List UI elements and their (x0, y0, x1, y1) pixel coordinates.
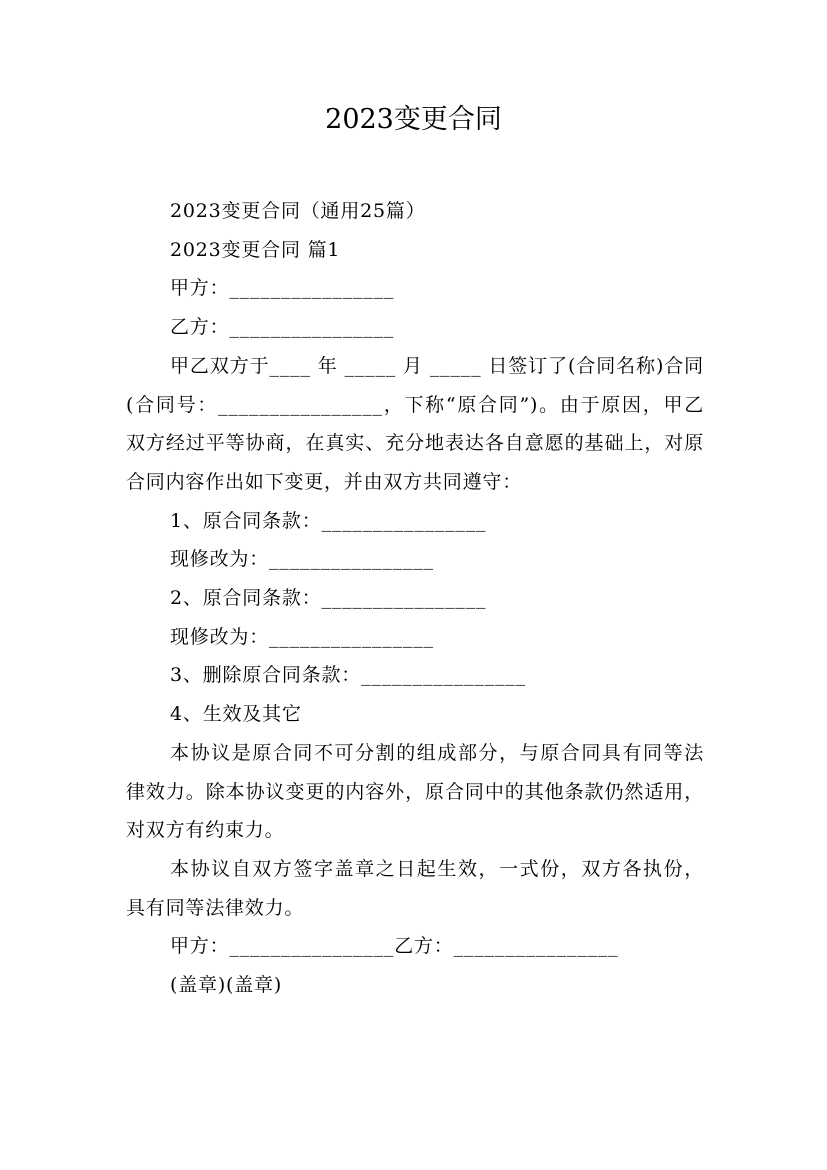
clause-2-original: 2、原合同条款：________________ (170, 587, 487, 610)
clause-3-delete: 3、删除原合同条款：________________ (170, 664, 526, 687)
section-heading: 2023变更合同 篇1 (170, 238, 341, 261)
subtitle-paragraph: 2023变更合同（通用25篇） (170, 200, 426, 222)
clause-2-revised: 现修改为：________________ (170, 625, 434, 648)
signature-line: 甲方：________________乙方：________________ (170, 935, 619, 958)
seal-line: (盖章)(盖章) (170, 974, 283, 997)
clause-1-original: 1、原合同条款：________________ (170, 509, 487, 532)
effect-paragraph-1: 本协议是原合同不可分割的组成部分，与原合同具有同等法律效力。除本协议变更的内容外，原合同中的其他条款仍然适用，对双方有约束力。 (126, 741, 704, 842)
clause-1-revised: 现修改为：________________ (170, 548, 434, 571)
document-body (126, 192, 704, 1005)
intro-paragraph: 甲乙双方于____ 年 _____ 月 _____ 日签订了(合同名称)合同(合同号：________________，下称“原合同”)。由于原因，甲乙双方经过平等协商，在真实、充分地表达各自意愿的基础上，对原合同内容作出如下变更，并由双方共同遵守： (126, 354, 704, 493)
effect-paragraph-2: 本协议自双方签字盖章之日起生效，一式份，双方各执份，具有同等法律效力。 (126, 857, 704, 919)
clause-4-heading: 4、生效及其它 (170, 703, 302, 726)
party-a-line: 甲方：________________ (170, 277, 395, 300)
party-b-line: 乙方：________________ (170, 316, 395, 339)
document-title: 2023变更合同 (325, 104, 502, 135)
